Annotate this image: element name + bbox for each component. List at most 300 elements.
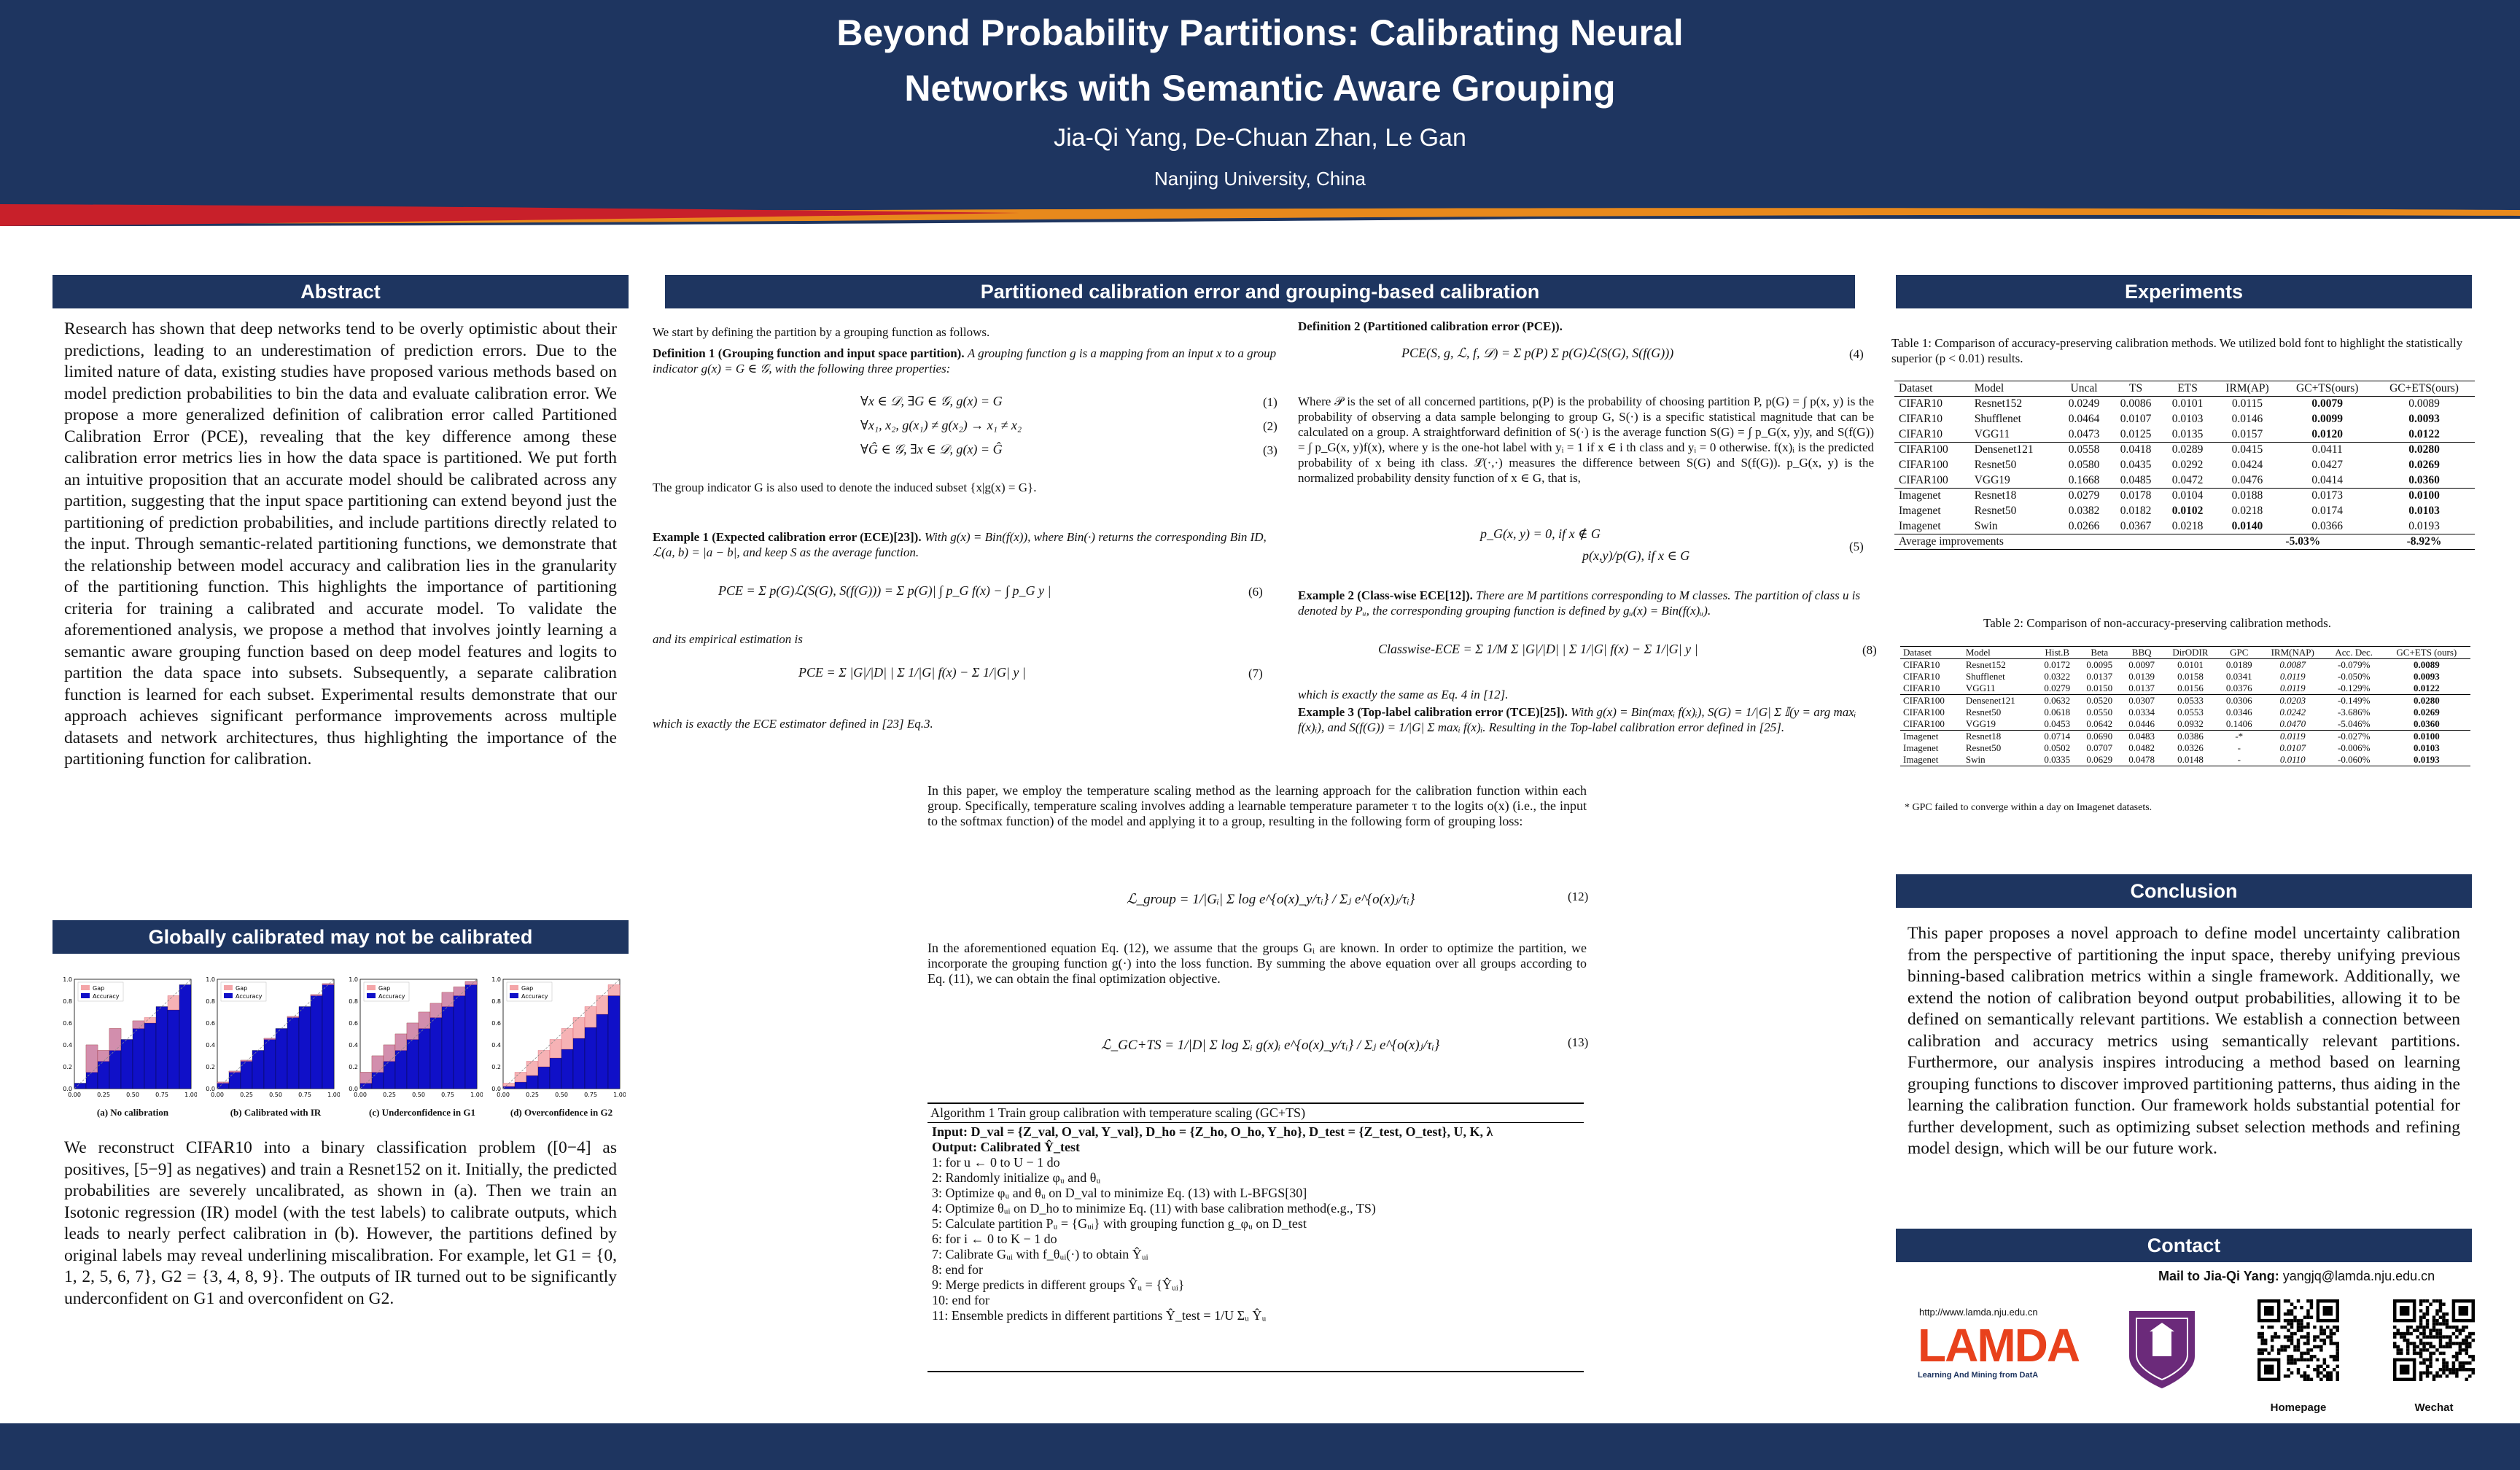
gap-bar: [360, 1073, 372, 1084]
table1-cell: 0.0089: [2408, 397, 2440, 411]
homepage-qr-icon[interactable]: [2258, 1299, 2339, 1381]
table2-cell: 0.0502: [2044, 742, 2071, 753]
table2-cell: 0.0158: [2177, 671, 2204, 682]
def2-head-text: Definition 2 (Partitioned calibration error (PCE)).: [1298, 319, 1563, 333]
def1-head: Definition 1 (Grouping function and input space partition).: [653, 346, 965, 360]
globally-text: We reconstruct CIFAR10 into a binary classification problem ([0−4] as positives, [5−9] as negatives) and train a Resnet152 on it. Initially, the predicted probabilities are severely uncalibrated, as shown in (a). Then we train an Isotonic regression (IR) model (with the test labels) to calibrate outputs, which leads to nearly perfect calibration in (b). However, the partitions defined by original labels may reveal underlining miscalibration. For example, let G1 = {0, 1, 2, 5, 6, 7}, G2 = {3, 4, 8, 9}. The outputs of IR turned out to be significantly underconfident on G1 and overconfident on G2.: [64, 1138, 617, 1308]
table1-cell: 0.0279: [2068, 489, 2100, 502]
table2-cell: 0.0482: [2128, 742, 2155, 753]
y-tick-label: 1.0: [491, 976, 501, 983]
accuracy-bar: [550, 1058, 561, 1089]
table1-header: GC+ETS(ours): [2373, 381, 2475, 397]
table2-cell: -5.046%: [2337, 718, 2371, 729]
gap-bar: [608, 985, 620, 996]
table1-cell: 0.0107: [2120, 413, 2152, 425]
accuracy-bar: [503, 1086, 515, 1089]
poster-footer: [0, 1423, 2520, 1470]
authors: Jia-Qi Yang, De-Chuan Zhan, Le Gan: [1054, 124, 1466, 152]
table1-cell: 0.0188: [2231, 489, 2263, 502]
gap-bar: [98, 1051, 109, 1062]
table2-cell: 0.0335: [2044, 754, 2071, 765]
table1-cell: 0.1668: [2068, 473, 2100, 486]
eq-1: ∀x ∈ 𝒟, ∃G ∈ 𝒢, g(x) = G: [860, 394, 1003, 408]
table2-cell: 0.0360: [2413, 718, 2440, 729]
contact-header: Contact: [1896, 1229, 2472, 1262]
table2-header: GPC: [2218, 647, 2260, 659]
wechat-label: Wechat: [2414, 1401, 2454, 1414]
table2-cell: Resnet50: [1965, 707, 2002, 718]
x-tick-label: 0.50: [126, 1092, 139, 1098]
algorithm-line: 3: Optimize φᵤ and θᵤ on D_val to minimize Eq. (13) with L-BFGS[30]: [932, 1186, 1307, 1200]
table2-cell: 0.0148: [2177, 754, 2204, 765]
table1-cell: 0.0125: [2120, 427, 2152, 440]
gap-bar: [109, 1029, 121, 1051]
accuracy-bar: [121, 1040, 133, 1089]
table2-cell: 0.0139: [2128, 671, 2155, 682]
algorithm-box: [928, 1102, 1584, 1372]
table1-cell: VGG19: [1974, 473, 2010, 486]
algorithm-line: Output: Calibrated Ŷ_test: [932, 1140, 1080, 1154]
y-tick-label: 0.6: [63, 1020, 72, 1027]
accuracy-bar: [156, 1007, 168, 1089]
table2-header: Hist.B: [2036, 647, 2078, 659]
y-tick-label: 0.8: [349, 998, 358, 1005]
gap-bar: [596, 996, 608, 1015]
table2-header: Beta: [2078, 647, 2120, 659]
table2-cell: 0.0553: [2177, 707, 2204, 718]
y-tick-label: 0.8: [491, 998, 501, 1005]
gap-bar: [241, 1060, 252, 1062]
table1-row: [1894, 397, 2475, 412]
table2-row: [1900, 682, 2470, 695]
gap-bar: [526, 1062, 538, 1076]
table1-row: [1894, 489, 2475, 504]
x-tick-label: 0.25: [526, 1092, 539, 1098]
gap-bar: [229, 1071, 241, 1073]
fig-caption-d: (d) Overconfidence in G2: [510, 1107, 613, 1118]
table1-cell: 0.0558: [2068, 443, 2100, 456]
table2-caption: Table 2: Comparison of non-accuracy-preserving calibration methods.: [1983, 616, 2332, 630]
table2-cell: 0.0110: [2279, 754, 2306, 765]
table2-cell: CIFAR100: [1903, 718, 1945, 729]
table2-cell: Swin: [1965, 754, 1986, 765]
legend-accuracy-swatch: [367, 993, 376, 998]
legend-gap-label: Gap: [378, 985, 391, 992]
table1-cell: VGG11: [1974, 427, 2010, 440]
header-swoosh: [0, 197, 2520, 241]
table2-cell: Imagenet: [1903, 742, 1939, 753]
affiliation: Nanjing University, China: [1154, 168, 1366, 190]
table2-cell: 0.0533: [2177, 695, 2204, 706]
table1-cell: 0.0104: [2171, 489, 2204, 502]
x-tick-label: 0.50: [555, 1092, 568, 1098]
accuracy-bar: [596, 1014, 608, 1089]
legend-accuracy-swatch: [510, 993, 518, 998]
pce-header: Partitioned calibration error and grouping-based calibration: [665, 275, 1855, 308]
lamda-logo-text: LAMDA: [1918, 1319, 2080, 1372]
mail-address[interactable]: yangjq@lamda.nju.edu.cn: [2282, 1269, 2435, 1283]
table2-cell: 0.1406: [2225, 718, 2252, 729]
chart-b: [201, 973, 340, 1105]
table2-cell: 0.0103: [2413, 742, 2440, 753]
table2-row: [1900, 742, 2470, 754]
table2-cell: 0.0483: [2128, 731, 2155, 742]
eq-12: ℒ_group = 1/|Gᵢ| Σ log e^{o(x)_y/τᵢ} / Σⱼ e^{o(x)ⱼ/τᵢ}: [1127, 892, 1415, 907]
example3-body: With g(x) = Bin(maxᵢ f(x)ᵢ), S(G) = 1/|G| Σ 𝕀(y = arg maxᵢ f(x)ᵢ), and S(f(G)) = 1/|G| Σ maxᵢ f(x)ᵢ. Resulting in the Top-label calibration error defined in [25].: [1298, 705, 1856, 734]
table1-cell: 0.0218: [2231, 505, 2263, 517]
table2-cell: 0.0707: [2086, 742, 2113, 753]
x-tick-label: 1.00: [327, 1092, 340, 1098]
table1-cell: 0.0122: [2408, 427, 2440, 440]
x-tick-label: 0.25: [97, 1092, 110, 1098]
eq-13: ℒ_GC+TS = 1/|D| Σ log Σᵢ g(x)ᵢ e^{o(x)_y/τᵢ} / Σⱼ e^{o(x)ⱼ/τᵢ}: [1101, 1038, 1440, 1053]
accuracy-bar: [538, 1067, 550, 1089]
table2-cell: 0.0172: [2044, 659, 2071, 670]
example1-head: Example 1 (Expected calibration error (ECE)[23]).: [653, 530, 922, 544]
fig-caption-c: (c) Underconfidence in G1: [369, 1107, 475, 1118]
x-tick-label: 0.00: [497, 1092, 510, 1098]
lamda-logo: [1918, 1319, 2080, 1380]
table2-cell: 0.0550: [2086, 707, 2113, 718]
table1-cell: CIFAR100: [1899, 459, 1948, 471]
chart-d: [487, 973, 626, 1105]
y-tick-label: 0.6: [349, 1020, 358, 1027]
table2-cell: 0.0690: [2086, 731, 2113, 742]
table1-cell: 0.0146: [2231, 413, 2263, 425]
table2-cell: 0.0632: [2044, 695, 2071, 706]
y-tick-label: 0.8: [206, 998, 215, 1005]
legend-gap-label: Gap: [93, 985, 105, 992]
conclusion-text: This paper proposes a novel approach to define model uncertainty calibration from the perspective of partitioning the input space, thereby unifying previous binning-based calibration metrics within a single framework. Additionally, we extend the notion of calibration beyond output probabilities, allowing it to be defined on semantically relevant partitions. We establish a connection between calibration and accuracy metrics using semantically relevant partitions. Furthermore, our analysis inspires introducing a method based on learning grouping functions to discover improved partitioning patterns, thus aiding in the learning the calibration function. Our framework holds substantial potential for further development, such as optimizing subset selection methods and refining model design, which will be our future work.: [1908, 924, 2460, 1158]
table2-cell: Resnet18: [1965, 731, 2002, 742]
legend-accuracy-swatch: [81, 993, 90, 998]
table2-row: [1900, 695, 2470, 707]
table2-cell: 0.0150: [2086, 682, 2113, 693]
legend-gap-swatch: [224, 985, 233, 990]
accuracy-bar: [241, 1060, 252, 1089]
table2-cell: 0.0242: [2279, 707, 2306, 718]
gap-bar: [515, 1073, 526, 1083]
legend-gap-label: Gap: [521, 985, 534, 992]
table1-avg-ts: -5.03%: [2285, 535, 2321, 548]
accuracy-bar: [252, 1051, 264, 1089]
table2-cell: VGG11: [1965, 682, 1996, 693]
table1-cell: 0.0411: [2311, 443, 2343, 456]
table2-row: [1900, 671, 2470, 682]
gap-bar: [144, 1018, 156, 1024]
wechat-qr-icon[interactable]: [2393, 1299, 2475, 1381]
table1-cell: 0.0099: [2311, 413, 2344, 425]
table1-cell: CIFAR10: [1899, 427, 1943, 440]
table1-row: [1894, 458, 2475, 473]
table2-cell: CIFAR10: [1903, 659, 1940, 670]
table1-cell: 0.0100: [2408, 489, 2440, 502]
x-tick-label: 1.00: [470, 1092, 483, 1098]
table1-cell: 0.0473: [2068, 427, 2100, 440]
example3-head: Example 3 (Top-label calibration error (TCE)[25]).: [1298, 705, 1568, 719]
qr-pattern: [2393, 1299, 2475, 1381]
x-tick-label: 0.00: [211, 1092, 224, 1098]
table1-cell: 0.0086: [2120, 397, 2152, 411]
table1-cell: 0.0476: [2231, 473, 2263, 486]
table1-cell: 0.0292: [2171, 459, 2204, 471]
accuracy-bar: [179, 985, 191, 1089]
table1-row: [1894, 412, 2475, 427]
table2-header: DirODIR: [2163, 647, 2218, 659]
table2-cell: 0.0326: [2177, 742, 2204, 753]
table1-cell: Imagenet: [1899, 519, 1941, 532]
x-tick-label: 0.00: [354, 1092, 367, 1098]
x-tick-label: 0.50: [269, 1092, 282, 1098]
eq-8: Classwise-ECE = Σ 1/M Σ |G|/|D| | Σ 1/|G| f(x) − Σ 1/|G| y |: [1378, 642, 1698, 656]
table1-header: ETS: [2162, 381, 2214, 397]
table2-cell: 0.0119: [2279, 731, 2306, 742]
table2-cell: 0.0137: [2086, 671, 2113, 682]
table2-cell: Resnet152: [1965, 659, 2006, 670]
eq-4: PCE(S, g, ℒ, f, 𝒟) = Σ p(P) Σ p(G)ℒ(S(G), S(f(G))): [1401, 346, 1674, 360]
lamda-url[interactable]: http://www.lamda.nju.edu.cn: [1919, 1307, 2038, 1318]
table2-cell: 0.0453: [2044, 718, 2071, 729]
table1-cell: CIFAR100: [1899, 473, 1948, 486]
y-tick-label: 0.2: [206, 1064, 215, 1070]
y-tick-label: 0.4: [491, 1042, 501, 1049]
table2-cell: -: [2237, 742, 2241, 753]
table1-cell: 0.0360: [2408, 473, 2440, 486]
table2-header: GC+ETS (ours): [2383, 647, 2470, 659]
legend-gap-swatch: [510, 985, 518, 990]
table2-cell: 0.0629: [2086, 754, 2113, 765]
table1-cell: 0.0182: [2120, 505, 2152, 517]
table1-row: [1894, 473, 2475, 489]
table2-cell: 0.0376: [2225, 682, 2252, 693]
table1-cell: 0.0366: [2311, 519, 2344, 532]
table2-cell: 0.0101: [2177, 659, 2204, 670]
table2-cell: 0.0095: [2086, 659, 2113, 670]
table2-row: [1900, 659, 2470, 672]
chart-a: [58, 973, 197, 1105]
table1-cell: 0.0173: [2311, 489, 2344, 502]
algorithm-line: 7: Calibrate Gᵤᵢ with f_θᵤᵢ(·) to obtain Ŷᵤᵢ: [932, 1247, 1148, 1261]
y-tick-label: 0.2: [349, 1064, 358, 1070]
table2-cell: 0.0269: [2413, 707, 2440, 718]
eq-7: PCE = Σ |G|/|D| | Σ 1/|G| f(x) − Σ 1/|G| y |: [798, 665, 1026, 680]
table2-cell: 0.0446: [2128, 718, 2155, 729]
table1-caption: Table 1: Comparison of accuracy-preserving calibration methods. We utilized bold font to highlight the statistically superior (p < 0.01) results.: [1891, 336, 2463, 365]
homepage-label: Homepage: [2270, 1401, 2327, 1414]
fig-caption-b: (b) Calibrated with IR: [230, 1107, 322, 1118]
accuracy-bar: [454, 987, 465, 1089]
eq-6: PCE = Σ p(G)ℒ(S(G), S(f(G))) = Σ p(G)| ∫ p_G f(x) − ∫ p_G y |: [718, 583, 1051, 598]
y-tick-label: 0.2: [491, 1064, 501, 1070]
y-tick-label: 1.0: [63, 976, 72, 983]
poster-title-line2: Networks with Semantic Aware Grouping: [904, 68, 1616, 109]
table2-cell: -0.079%: [2337, 659, 2371, 670]
eq-5b: p(x,y)/p(G), if x ∈ G: [1582, 548, 1690, 563]
table2-cell: 0.0306: [2225, 695, 2252, 706]
accuracy-bar: [264, 1038, 276, 1089]
ece-estimator-text: which is exactly the ECE estimator defined in [23] Eq.3.: [653, 717, 933, 731]
y-tick-label: 0.0: [491, 1086, 501, 1092]
accuracy-bar: [311, 995, 322, 1089]
table1-cell: 0.0289: [2171, 443, 2204, 456]
x-tick-label: 1.00: [184, 1092, 197, 1098]
table2-cell: CIFAR10: [1903, 682, 1940, 693]
eq-num-5: (5): [1849, 540, 1864, 553]
algorithm-line: 2: Randomly initialize φᵤ and θᵤ: [932, 1170, 1101, 1185]
table2-cell: 0.0193: [2413, 754, 2440, 765]
table1-cell: 0.0464: [2068, 413, 2100, 425]
gap-bar: [264, 1038, 276, 1040]
gap-bar: [133, 1021, 144, 1029]
accuracy-bar: [573, 1038, 585, 1089]
accuracy-bar: [526, 1076, 538, 1089]
table1-cell: 0.0435: [2120, 459, 2152, 471]
table2-cell: 0.0470: [2279, 718, 2306, 729]
table1-header: Dataset: [1894, 381, 1970, 397]
table2-cell: 0.0520: [2086, 695, 2113, 706]
gap-bar: [322, 984, 334, 985]
table1-cell: 0.0103: [2408, 505, 2440, 517]
table2-cell: 0.0119: [2279, 682, 2306, 693]
gap-bar: [550, 1040, 561, 1059]
accuracy-bar: [322, 984, 334, 1089]
nju-seal-icon: [2122, 1305, 2202, 1393]
gap-bar: [465, 981, 477, 985]
eq-3: ∀Ĝ ∈ 𝒢, ∃x ∈ 𝒟, g(x) = Ĝ: [860, 442, 1003, 456]
x-tick-label: 0.00: [68, 1092, 81, 1098]
table2-cell: Shufflenet: [1965, 671, 2005, 682]
abstract-text: Research has shown that deep networks tend to be overly optimistic about their predictions, leading to an underestimation of prediction errors. Due to the limited nature of data, existing studies have proposed various methods based on model prediction probabilities to bin the data and evaluate calibration error. We propose a more generalized definition of calibration error called Partitioned Calibration Error (PCE), revealing that the key difference among these calibration error metrics lies in how the data space is partitioned. We put forth an intuitive proposition that an accurate model should be calibrated across any partition, suggesting that the input space partitioning can extend beyond just the partitioning of prediction probabilities, and include partitions directly related to the input. Through semantic-related partitioning functions, we demonstrate that the relationship between model accuracy and calibration lies in the granularity of the partitioning function. This highlights the importance of partitioning criteria for training a calibrated and accurate model. To validate the aforementioned analysis, we propose a method that involves jointly learning a semantic aware grouping function based on deep model features and logits to partition the data space into subsets. Subsequently, a separate calibration function is learned for each subset. Experimental results demonstrate that our approach achieves significant performance improvements across multiple datasets and network architectures, thus highlighting the importance of the partitioning function for calibration.: [64, 319, 617, 769]
conclusion-header: Conclusion: [1896, 874, 2472, 908]
algorithm-line: 8: end for: [932, 1262, 983, 1277]
y-tick-label: 1.0: [206, 976, 215, 983]
table1-cell: 0.0418: [2120, 443, 2152, 456]
eq-num-13: (13): [1568, 1035, 1589, 1049]
eq-num-1: (1): [1263, 395, 1278, 409]
y-tick-label: 0.6: [206, 1020, 215, 1027]
y-tick-label: 0.4: [349, 1042, 358, 1049]
table2-cell: -0.060%: [2337, 754, 2371, 765]
legend-gap-swatch: [367, 985, 376, 990]
table1-header: GC+TS(ours): [2281, 381, 2373, 397]
table1-cell: CIFAR10: [1899, 413, 1943, 425]
gap-bar: [538, 1051, 550, 1068]
table2-cell: VGG19: [1965, 718, 1996, 729]
abstract-header: Abstract: [52, 275, 629, 308]
table2-cell: -3.686%: [2337, 707, 2371, 718]
table1-cell: 0.0424: [2231, 459, 2263, 471]
table2-cell: 0.0322: [2044, 671, 2071, 682]
accuracy-bar: [229, 1071, 241, 1089]
table2-cell: 0.0093: [2413, 671, 2440, 682]
gap-bar: [454, 987, 465, 996]
mail-label: Mail to Jia-Qi Yang:: [2158, 1269, 2279, 1283]
table2-cell: 0.0618: [2044, 707, 2071, 718]
table2-cell: 0.0137: [2128, 682, 2155, 693]
table1-cell: 0.0093: [2408, 413, 2440, 425]
legend-gap-label: Gap: [236, 985, 248, 992]
table2-footnote: * GPC failed to converge within a day on Imagenet datasets.: [1905, 802, 2152, 813]
table2-cell: 0.0089: [2413, 659, 2440, 670]
table1-cell: 0.0103: [2171, 413, 2204, 425]
eq-5a: p_G(x, y) = 0, if x ∉ G: [1480, 526, 1601, 541]
table1-cell: 0.0367: [2120, 519, 2152, 532]
gap-bar: [395, 1034, 407, 1051]
qr-pattern: [2258, 1299, 2339, 1381]
accuracy-bar: [585, 1027, 596, 1089]
table1-cell: 0.0174: [2311, 505, 2344, 517]
table2-cell: -0.027%: [2337, 731, 2371, 742]
y-tick-label: 0.0: [349, 1086, 358, 1092]
table1-cell: 0.0266: [2068, 519, 2100, 532]
algorithm-title: Algorithm 1 Train group calibration with temperature scaling (GC+TS): [928, 1104, 1584, 1123]
algorithm-line: 4: Optimize θᵤᵢ on D_ho to minimize Eq. (11) with base calibration method(e.g., TS): [932, 1201, 1376, 1216]
table2-cell: 0.0642: [2086, 718, 2113, 729]
table1-cell: Resnet50: [1974, 459, 2017, 471]
eq-num-4: (4): [1849, 347, 1864, 361]
x-tick-label: 0.50: [412, 1092, 425, 1098]
table1-cell: Swin: [1974, 519, 1998, 532]
x-tick-label: 1.00: [613, 1092, 626, 1098]
table2-row: [1900, 731, 2470, 743]
table2-cell: 0.0122: [2413, 682, 2440, 693]
algorithm-line: 9: Merge predicts in different groups Ŷᵤ = {Ŷᵤᵢ}: [932, 1278, 1185, 1292]
table2-cell: 0.0097: [2128, 659, 2155, 670]
table1-avg-ets: -8.92%: [2406, 535, 2442, 548]
table1-cell: Densenet121: [1974, 443, 2034, 456]
accuracy-bar: [168, 1010, 179, 1089]
gap-bar: [585, 1007, 596, 1028]
def1: [653, 346, 1287, 376]
eq-num-12: (12): [1568, 890, 1589, 903]
table1-cell: 0.0249: [2068, 397, 2100, 411]
legend-accuracy-label: Accuracy: [93, 993, 120, 1000]
table2-cell: CIFAR100: [1903, 695, 1945, 706]
eq-num-2: (2): [1263, 419, 1278, 433]
table1-cell: 0.0382: [2068, 505, 2100, 517]
globally-header: Globally calibrated may not be calibrated: [52, 920, 629, 954]
table2-cell: CIFAR10: [1903, 671, 1940, 682]
table2-cell: 0.0386: [2177, 731, 2204, 742]
poster-title-line1: Beyond Probability Partitions: Calibrating Neural: [836, 12, 1684, 53]
accuracy-bar: [608, 996, 620, 1089]
gap-bar: [573, 1018, 585, 1039]
table2-cell: 0.0087: [2279, 659, 2306, 670]
legend-accuracy-swatch: [224, 993, 233, 998]
def2-body: Where 𝒫 is the set of all concerned partitions, p(P) is the probability of choosing partition P, p(G) = ∫ p(x, y) is the probability of observing a data sample belonging to group G, S(·) is a specific statistical magnitude that can be calculated on a group. A straightforward definition of S(·) is the average function S(G) = ∫ p_G(x, y)y, and S(f(G)) = ∫ p_G(x, y)f(x), where y is the one-hot label with yᵢ = 1 if x ∈ i th class and yᵢ = 0 otherwise. f(x)ᵢ is the predicted probability of x being ith class. ℒ(·,·) measures the difference between S(G) and S(f(G)). p_G(x, y) is the normalized probability density function of x ∈ G, that is,: [1298, 394, 1874, 485]
table2-header: Acc. Dec.: [2325, 647, 2383, 659]
opt-paragraph: In the aforementioned equation Eq. (12), we assume that the groups Gᵢ are known. In order to optimize the partition, we incorporate the grouping function g(·) into the loss function. By summing the above equation over all groups according to Eq. (11), we can obtain the final optimization objective.: [928, 941, 1587, 986]
table2-row: [1900, 718, 2470, 731]
gap-bar: [561, 1029, 573, 1050]
x-tick-label: 0.75: [298, 1092, 311, 1098]
table2-cell: 0.0280: [2413, 695, 2440, 706]
gap-bar: [442, 992, 454, 1007]
table1-cell: Imagenet: [1899, 489, 1941, 502]
table2-cell: -0.050%: [2337, 671, 2371, 682]
pce-intro: We start by defining the partition by a grouping function as follows.: [653, 325, 990, 339]
table1-header: Model: [1970, 381, 2058, 397]
x-tick-label: 0.25: [383, 1092, 396, 1098]
gap-bar: [384, 1045, 395, 1062]
accuracy-bar: [465, 981, 477, 1089]
table2-header: Dataset: [1900, 647, 1963, 659]
table1-cell: 0.0472: [2171, 473, 2204, 486]
table1-row: [1894, 443, 2475, 458]
x-tick-label: 0.75: [155, 1092, 168, 1098]
table2-cell: -0.129%: [2337, 682, 2371, 693]
eq-num-3: (3): [1263, 443, 1278, 457]
